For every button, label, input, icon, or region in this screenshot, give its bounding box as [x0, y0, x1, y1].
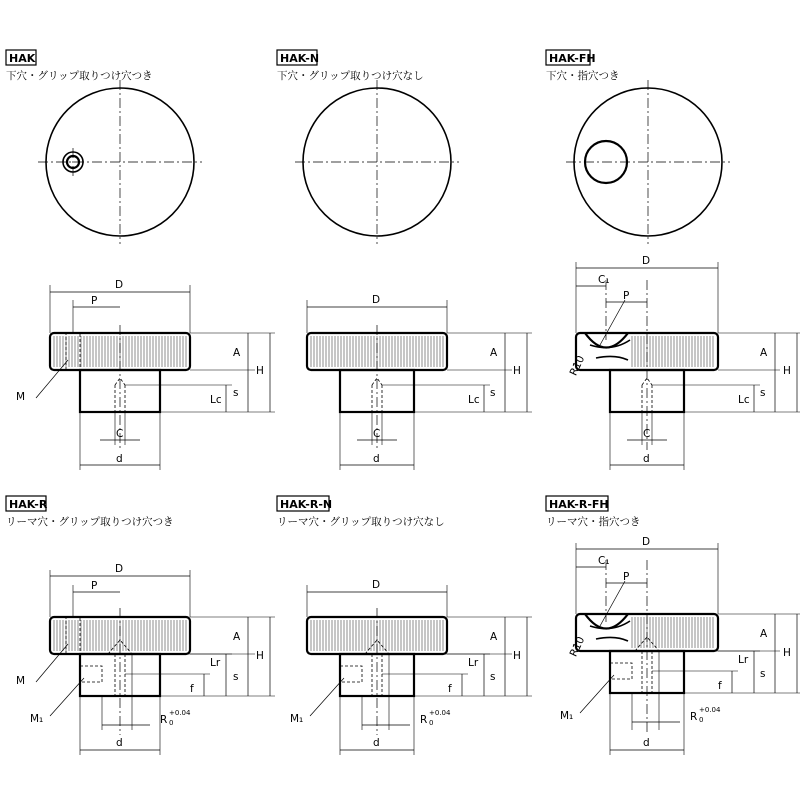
- dim-s: s: [760, 387, 766, 399]
- dim-A: A: [233, 631, 241, 643]
- dim-d: d: [373, 737, 380, 749]
- tolerance-lower: 0: [699, 716, 704, 724]
- dim-s: s: [760, 668, 766, 680]
- dim-D: D: [642, 255, 651, 267]
- dim-d: d: [643, 453, 650, 465]
- tolerance-upper: +0.04: [429, 709, 451, 717]
- dim-D: D: [642, 536, 651, 548]
- dim-H: H: [256, 365, 264, 377]
- dim-d: d: [373, 453, 380, 465]
- dim-s: s: [233, 387, 239, 399]
- side-view-hak-r: [16, 563, 275, 755]
- tolerance-lower: 0: [429, 719, 434, 727]
- dim-s: s: [233, 671, 239, 683]
- dim-A: A: [490, 631, 498, 643]
- label-M1: M₁: [290, 713, 304, 725]
- title-hak-r-n: [277, 496, 445, 528]
- dim-Lc: Lc: [738, 394, 750, 406]
- dim-R10: R10: [567, 353, 588, 378]
- dim-A: A: [760, 347, 768, 359]
- dim-Lc: Lc: [468, 394, 480, 406]
- title-hak-r: [6, 496, 174, 528]
- side-view-hak-n: [307, 294, 532, 470]
- dim-Lr: Lr: [468, 657, 479, 669]
- dim-f: f: [190, 683, 194, 695]
- tolerance-lower: 0: [169, 719, 174, 727]
- dim-s: s: [490, 671, 496, 683]
- dim-C1: C₁: [598, 555, 610, 567]
- dim-d: d: [643, 737, 650, 749]
- title-hak: [6, 50, 153, 82]
- variant-code: HAK-R-N: [280, 498, 333, 511]
- label-M: M: [16, 675, 26, 687]
- label-M1: M₁: [30, 713, 44, 725]
- dim-D: D: [372, 294, 381, 306]
- dim-R: R: [420, 714, 428, 726]
- dim-Lc: Lc: [210, 394, 222, 406]
- side-view-hak: [16, 279, 275, 470]
- dim-R: R: [690, 711, 698, 723]
- dim-d: d: [116, 737, 123, 749]
- title-hak-r-fh: [546, 496, 641, 528]
- dim-P: P: [91, 580, 98, 592]
- dim-s: s: [490, 387, 496, 399]
- knurl-pattern: [632, 617, 713, 648]
- dim-R: R: [160, 714, 168, 726]
- variant-code: HAK-R: [9, 498, 48, 511]
- top-view-hak-fh: [566, 80, 730, 244]
- side-view-hak-fh: [568, 255, 800, 470]
- dim-C: C: [373, 428, 381, 440]
- dim-C: C: [116, 428, 124, 440]
- side-view-hak-r-fh: [560, 536, 800, 755]
- variant-code: HAK: [9, 52, 36, 65]
- dim-Lr: Lr: [738, 654, 749, 666]
- variant-code: HAK-FH: [549, 52, 596, 65]
- variant-description: リーマ穴・グリップ取りつけ穴なし: [277, 516, 445, 528]
- variant-description: 下穴・グリップ取りつけ穴なし: [277, 70, 424, 82]
- dim-H: H: [783, 647, 791, 659]
- tolerance-upper: +0.04: [169, 709, 191, 717]
- knurl-pattern: [632, 336, 713, 367]
- variant-description: 下穴・指穴つき: [546, 70, 620, 82]
- top-view-hak-n: [295, 80, 459, 244]
- dim-A: A: [490, 347, 498, 359]
- label-M: M: [16, 391, 26, 403]
- variant-description: 下穴・グリップ取りつけ穴つき: [6, 70, 153, 82]
- label-M1: M₁: [560, 710, 574, 722]
- dim-A: A: [233, 347, 241, 359]
- top-view-hak: [38, 80, 202, 244]
- variant-code: HAK-R-FH: [549, 498, 609, 511]
- dim-C1: C₁: [598, 274, 610, 286]
- dim-C: C: [643, 428, 651, 440]
- dim-f: f: [448, 683, 452, 695]
- dim-H: H: [513, 365, 521, 377]
- dim-P: P: [91, 295, 98, 307]
- dim-H: H: [783, 365, 791, 377]
- dim-R10: R10: [567, 634, 588, 659]
- title-hak-fh: [546, 50, 620, 82]
- variant-description: リーマ穴・指穴つき: [546, 516, 641, 528]
- variant-code: HAK-N: [280, 52, 320, 65]
- dim-H: H: [513, 650, 521, 662]
- dim-A: A: [760, 628, 768, 640]
- title-hak-n: [277, 50, 424, 82]
- side-view-hak-r-n: [290, 579, 532, 755]
- dim-f: f: [718, 680, 722, 692]
- dim-D: D: [115, 563, 124, 575]
- dim-Lr: Lr: [210, 657, 221, 669]
- dim-D: D: [115, 279, 124, 291]
- dim-d: d: [116, 453, 123, 465]
- dim-P: P: [623, 571, 630, 583]
- tolerance-upper: +0.04: [699, 706, 721, 714]
- dim-H: H: [256, 650, 264, 662]
- dim-D: D: [372, 579, 381, 591]
- variant-description: リーマ穴・グリップ取りつけ穴つき: [6, 516, 174, 528]
- dim-P: P: [623, 290, 630, 302]
